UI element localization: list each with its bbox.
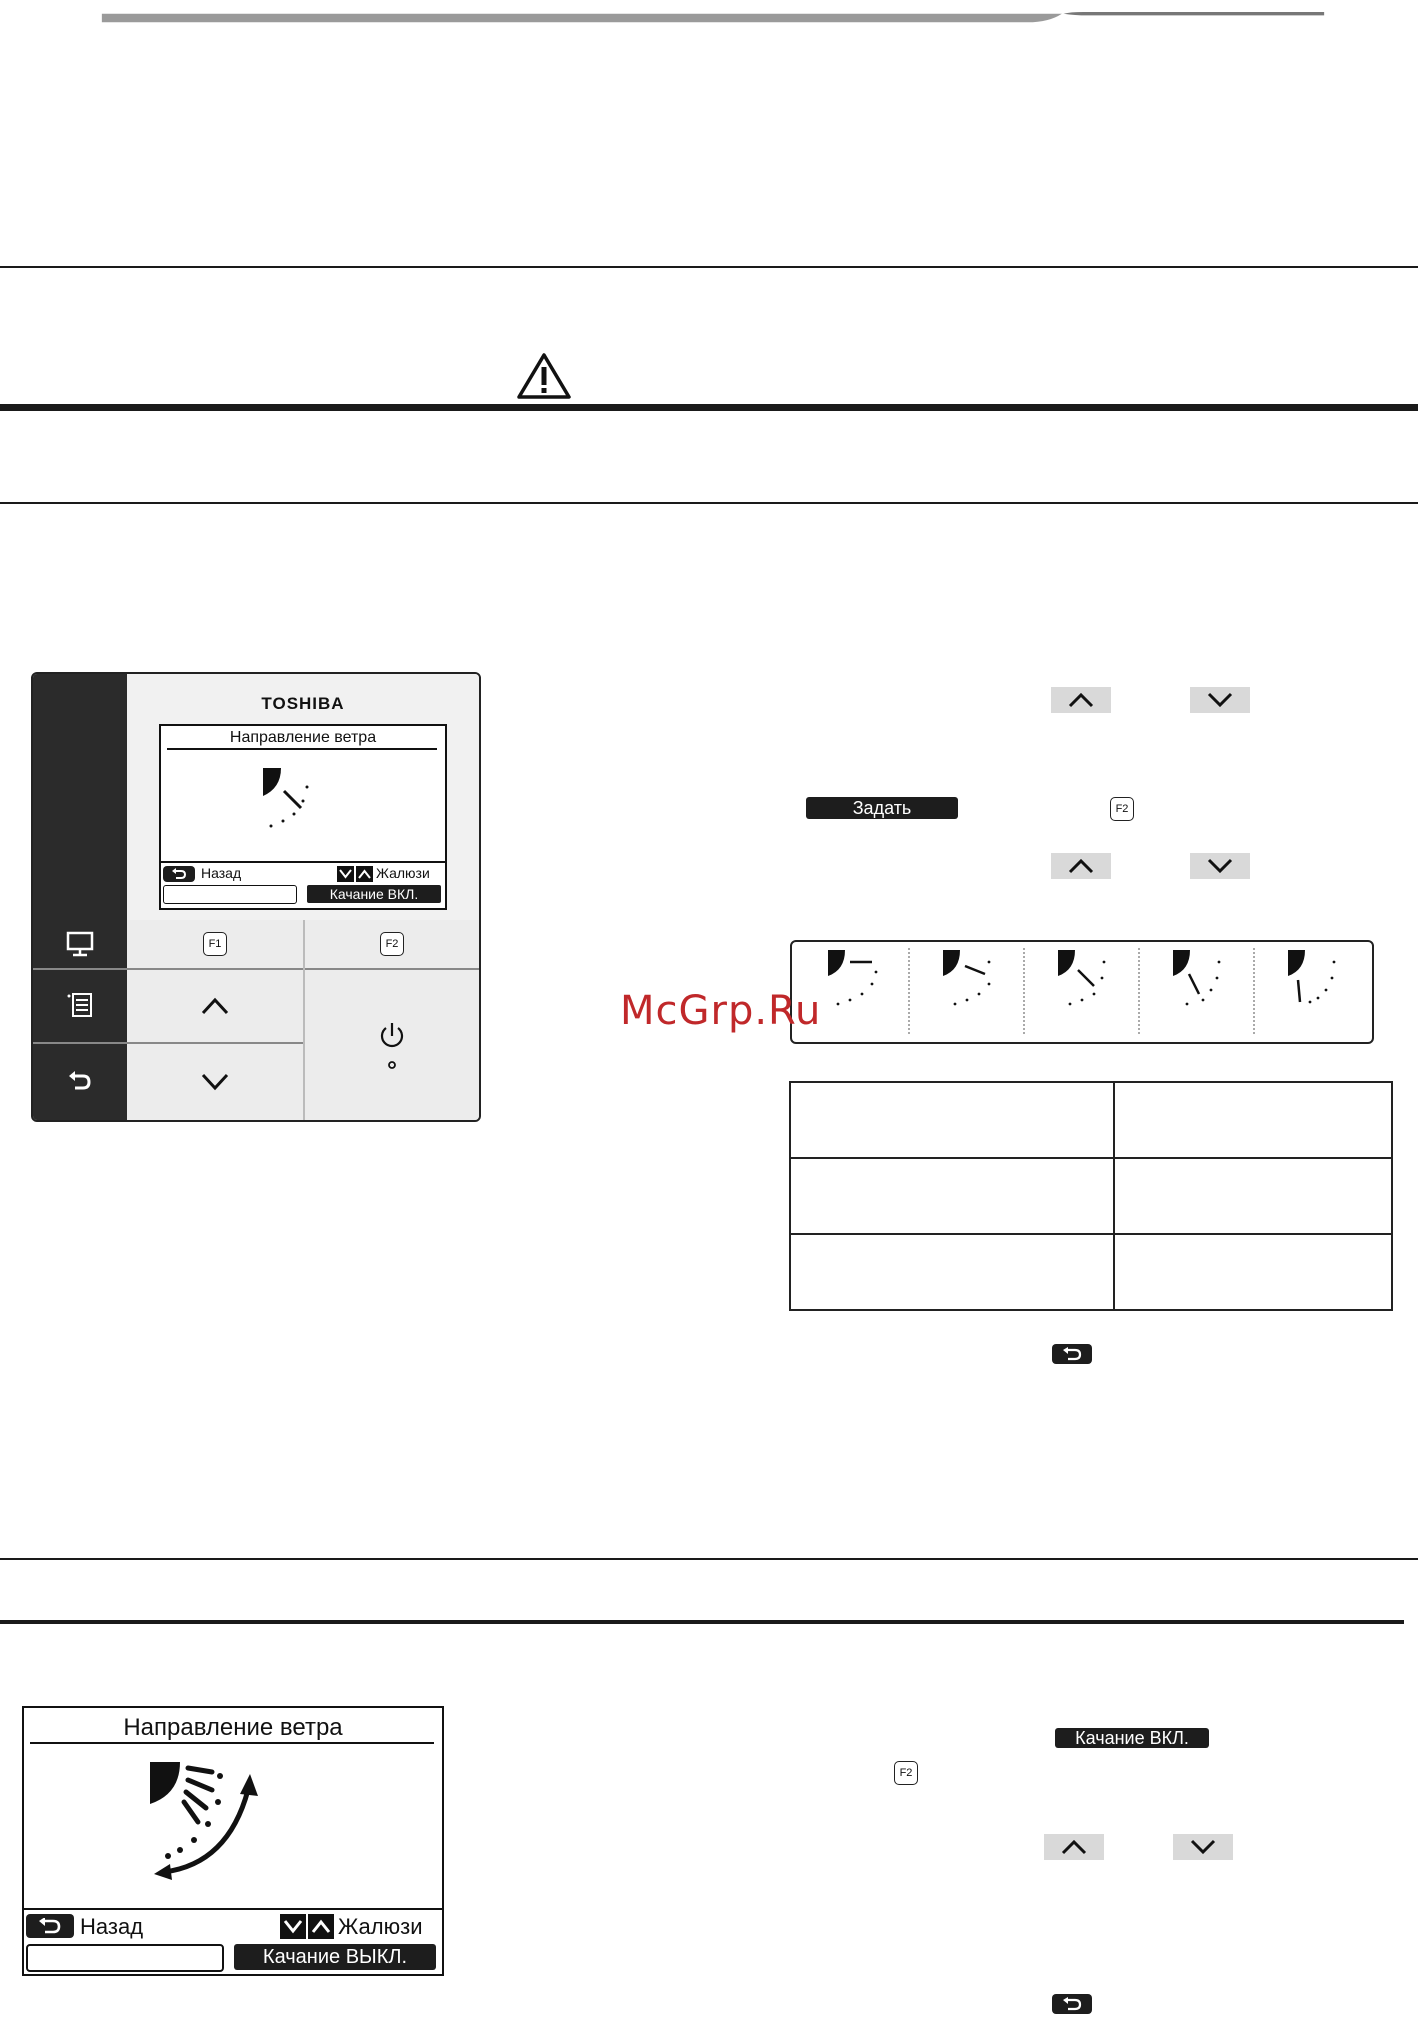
- set-button-label: Задать: [806, 797, 958, 819]
- louver-label: Жалюзи: [376, 865, 430, 881]
- warning-icon: [516, 352, 572, 400]
- lcd-screen: [159, 724, 447, 910]
- down-up-arrows-icon: [337, 866, 373, 882]
- vane-position-1-icon: [828, 950, 877, 1005]
- watermark: McGrp.Ru: [620, 988, 822, 1034]
- header-bar: [0, 12, 1426, 24]
- divider: [0, 502, 1418, 504]
- up-arrow-button-icon: [1051, 687, 1111, 713]
- down-up-arrows-icon: [280, 1914, 334, 1939]
- f1-slot: [26, 1944, 224, 1972]
- divider-thick: [0, 1620, 1404, 1624]
- down-arrow-button-icon: [1173, 1834, 1233, 1860]
- divider: [0, 1558, 1418, 1560]
- swing-on-button-label: Качание ВКЛ.: [1055, 1728, 1209, 1748]
- swing-screen-title: Направление ветра: [123, 1714, 343, 1741]
- monitor-icon: [65, 931, 95, 957]
- down-arrow-button-icon: [1190, 687, 1250, 713]
- divider-thick: [0, 404, 1418, 411]
- menu-icon: [65, 992, 95, 1020]
- back-label: Назад: [201, 865, 242, 881]
- settings-table: [789, 1081, 1393, 1311]
- down-button[interactable]: [127, 1044, 303, 1120]
- brand-logo: TOSHIBA: [261, 694, 345, 713]
- swing-back-label: Назад: [80, 1914, 144, 1939]
- f2-button[interactable]: [305, 920, 479, 968]
- power-icon: [377, 1020, 407, 1052]
- power-button[interactable]: [305, 970, 479, 1120]
- down-arrow-button-icon: [1190, 853, 1250, 879]
- f1-button[interactable]: [127, 920, 303, 968]
- back-icon: [67, 1071, 93, 1093]
- swing-vane-icon: [148, 1760, 268, 1880]
- menu-button[interactable]: [33, 970, 127, 1042]
- screen-title: Направление ветра: [229, 729, 377, 746]
- back-key-icon: [26, 1914, 74, 1938]
- swing-off-label: Качание ВЫКЛ.: [234, 1944, 436, 1970]
- table-row: [790, 1082, 1392, 1158]
- swing-screen: [22, 1706, 444, 1976]
- divider: [0, 266, 1418, 268]
- back-key-icon: [163, 866, 195, 882]
- vane-position-4-icon: [1173, 950, 1220, 1005]
- vane-direction-icon: [261, 766, 331, 836]
- vane-position-2-icon: [943, 950, 990, 1005]
- f2-key-icon: F2: [1110, 797, 1134, 821]
- vane-position-5-icon: [1288, 950, 1335, 1003]
- f2-key-icon: F2: [894, 1761, 918, 1785]
- remote-controller: [31, 672, 481, 1122]
- f1-key-icon: F1: [203, 932, 227, 956]
- up-button[interactable]: [127, 970, 303, 1042]
- chevron-down-icon: [199, 1072, 231, 1092]
- back-button[interactable]: [33, 1044, 127, 1120]
- back-key-icon: [1052, 1344, 1092, 1364]
- monitor-button[interactable]: [33, 920, 127, 968]
- power-led-icon: [387, 1060, 397, 1070]
- up-arrow-button-icon: [1044, 1834, 1104, 1860]
- up-arrow-button-icon: [1051, 853, 1111, 879]
- swing-on-label: Качание ВКЛ.: [307, 885, 441, 903]
- f2-key-icon: F2: [380, 932, 404, 956]
- back-key-icon: [1052, 1994, 1092, 2014]
- f1-slot: [163, 885, 297, 904]
- vane-positions-strip: [790, 940, 1374, 1044]
- table-row: [790, 1234, 1392, 1310]
- vane-position-3-icon: [1058, 950, 1105, 1005]
- table-row: [790, 1158, 1392, 1234]
- swing-louver-label: Жалюзи: [338, 1914, 423, 1939]
- chevron-up-icon: [199, 996, 231, 1016]
